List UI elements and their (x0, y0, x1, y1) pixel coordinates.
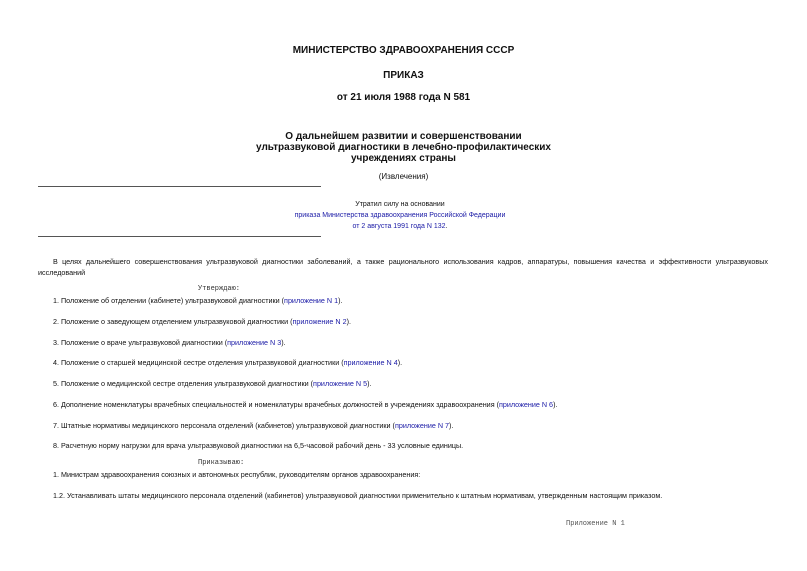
order-label: Приказываю: (198, 459, 245, 467)
cancellation-note: Утратил силу на основании приказа Министерства здравоохранения Российской Федерации от 2 августа 1991 года N 132. (150, 199, 650, 232)
approve-item-1: 1. Положение об отделении (кабинете) ультразвуковой диагностики (приложение N 1). (53, 296, 343, 305)
order-item-1: 1. Министрам здравоохранения союзных и автономных республик, руководителям органов здравоохранения: (53, 470, 421, 479)
divider-top (38, 186, 321, 187)
title-line-1: О дальнейшем развитии и совершенствовании (285, 131, 522, 142)
title-line-3: учреждениях страны (351, 153, 456, 164)
ministry-heading: МИНИСТЕРСТВО ЗДРАВООХРАНЕНИЯ СССР (292, 45, 515, 56)
date-number-heading: от 21 июля 1988 года N 581 (336, 92, 471, 103)
approve-item-4: 4. Положение о старшей медицинской сестре отделения ультразвуковой диагностики (приложение N 4). (53, 358, 403, 367)
approve-item-3: 3. Положение о враче ультразвуковой диагностики (приложение N 3). (53, 338, 286, 347)
doc-type-heading: ПРИКАЗ (383, 70, 424, 81)
appendix-footer-label: Приложение N 1 (566, 520, 625, 528)
divider-bottom (38, 236, 321, 237)
appendix-link-6[interactable]: приложение N 6 (498, 400, 554, 409)
approve-item-2: 2. Положение о заведующем отделением ультразвуковой диагностики (приложение N 2). (53, 317, 351, 326)
cancellation-link-date[interactable]: от 2 августа 1991 года N 132 (352, 223, 446, 230)
document-title (0, 131, 807, 164)
appendix-link-3[interactable]: приложение N 3 (227, 338, 282, 347)
appendix-link-4[interactable]: приложение N 4 (343, 358, 398, 367)
order-item-2: 1.2. Устанавливать штаты медицинского персонала отделений (кабинетов) ультразвуковой диагностики применительно к штатным нормативам, утвержденным настоящим приказом. (53, 491, 663, 500)
appendix-link-2[interactable]: приложение N 2 (292, 317, 347, 326)
title-line-2: ультразвуковой диагностики в лечебно-профилактических (256, 142, 551, 153)
cancellation-text: Утратил силу на основании (355, 201, 445, 208)
approve-item-6: 6. Дополнение номенклатуры врачебных специальностей и номенклатуры врачебных должностей в учреждениях здравоохранения (приложение N 6). (53, 400, 558, 409)
approve-item-7: 7. Штатные нормативы медицинского персонала отделений (кабинетов) ультразвуковой диагностики (приложение N 7). (53, 421, 454, 430)
cancellation-link-order[interactable]: приказа Министерства здравоохранения Российской Федерации (294, 212, 506, 219)
appendix-link-5[interactable]: приложение N 5 (313, 379, 368, 388)
approve-item-5: 5. Положение о медицинской сестре отделения ультразвуковой диагностики (приложение N 5). (53, 379, 372, 388)
approve-item-8: 8. Расчетную норму нагрузки для врача ультразвуковой диагностики на 6,5-часовой рабочий день - 33 условные единицы. (53, 441, 464, 450)
extract-note: (Извлечения) (378, 172, 429, 181)
appendix-link-7[interactable]: приложение N 7 (394, 421, 450, 430)
intro-paragraph: В целях дальнейшего совершенствования ультразвуковой диагностики заболеваний, а также рационального использования кадров, аппаратуры, повышения качества и эффективности ультразвуковых исследований (38, 257, 768, 277)
approve-label: Утверждаю: (198, 285, 241, 293)
appendix-link-1[interactable]: приложение N 1 (284, 296, 339, 305)
